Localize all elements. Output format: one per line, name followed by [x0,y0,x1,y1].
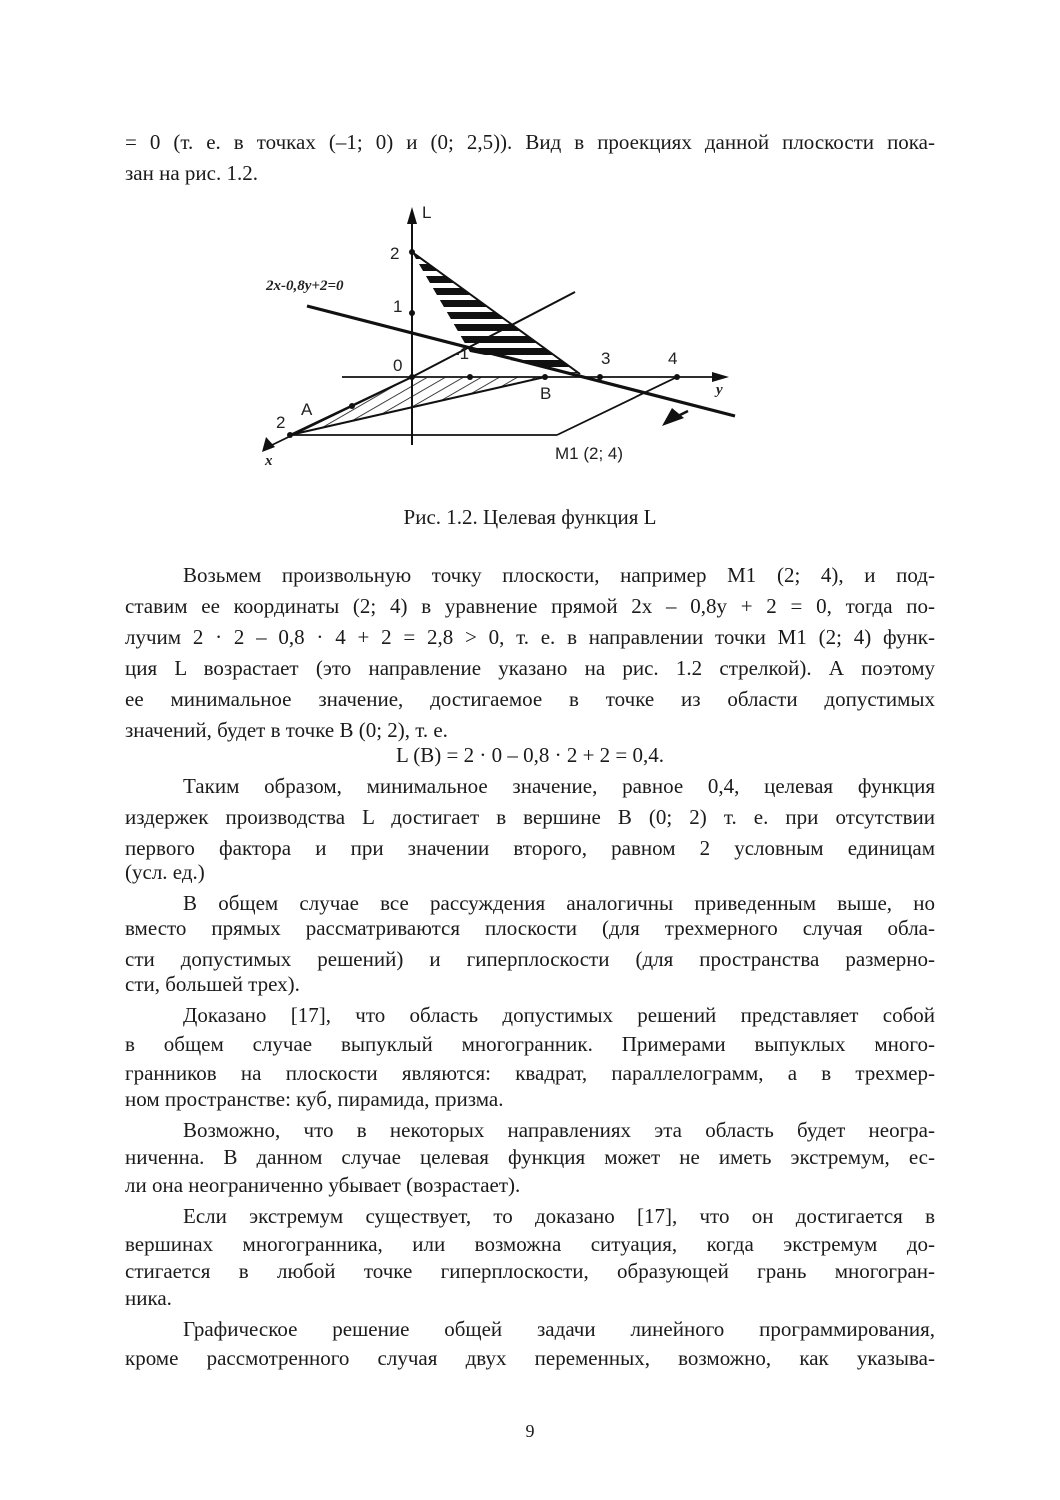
text-line: издержек производства L достигает в вершине B (0; 2) т. е. при отсутствии [125,805,935,829]
label-equation: 2x-0,8y+2=0 [266,278,344,294]
point-y-minus1 [467,374,473,380]
label-axis-l: L [422,203,432,222]
label-tick-3: 3 [601,349,611,368]
figure-1-2 [0,0,1060,500]
formula-line: L (B) = 2 · 0 – 0,8 · 2 + 2 = 0,4. [395,743,665,767]
point-L1 [409,310,415,316]
direction-arrow-head [662,408,684,426]
label-point-m1: M1 (2; 4) [555,444,624,463]
page-number: 9 [525,1421,535,1441]
label-tick-0: 0 [393,356,403,375]
text-line: вместо прямых рассматриваются плоскости (для трехмерного случая обла- [125,916,935,940]
label-tick-2-l: 2 [390,244,400,263]
label-tick-minus1: -1 [454,344,470,363]
text-line: лучим 2 · 2 – 0,8 · 4 + 2 = 2,8 > 0, т. е. в направлении точки M1 (2; 4) функ- [125,625,935,649]
axis-l-arrow [407,207,417,224]
label-axis-y: y [716,382,723,398]
text-line: сти, большей трех). [125,972,300,996]
text-line: Таким образом, минимальное значение, равное 0,4, целевая функция [183,774,935,798]
point-B [542,374,548,380]
text-line: гранников на плоскости являются: квадрат, параллелограмм, а в трехмер- [125,1061,935,1085]
point-origin [409,374,415,380]
text-line: ее минимальное значение, достигаемое в точке из области допустимых [125,687,935,711]
text-line: Доказано [17], что область допустимых решений представляет собой [183,1003,935,1027]
axis-y-arrow [712,372,729,382]
text-line: ставим ее координаты (2; 4) в уравнение прямой 2x – 0,8y + 2 = 0, тогда по- [125,594,935,618]
text-line: (усл. ед.) [125,860,205,884]
text-line: Если экстремум существует, то доказано [17], что он достигается в [183,1204,935,1228]
point-x2 [287,432,293,438]
text-line: значений, будет в точке B (0; 2), т. е. [125,718,448,742]
point-y4 [674,374,680,380]
text-line: Возьмем произвольную точку плоскости, например M1 (2; 4), и под- [183,563,935,587]
point-y3 [597,374,603,380]
text-line: ли она неограниченно убывает (возрастает). [125,1173,521,1197]
figure-caption: Рис. 1.2. Целевая функция L [403,505,657,529]
text-line: первого фактора и при значении второго, равном 2 условным единицам [125,836,935,860]
text-line: ция L возрастает (это направление указано на рис. 1.2 стрелкой). А поэтому [125,656,935,680]
text-line: вершинах многогранника, или возможна ситуация, когда экстремум до- [125,1232,935,1256]
point-L2 [409,249,415,255]
text-line: ниченна. В данном случае целевая функция может не иметь экстремум, ес- [125,1145,935,1169]
text-line: В общем случае все рассуждения аналогичны приведенным выше, но [183,891,935,915]
text-line: = 0 (т. е. в точках (–1; 0) и (0; 2,5)). Вид в проекциях данной плоскости пока- [125,130,935,154]
label-axis-x: x [265,453,273,469]
text-line: Возможно, что в некоторых направлениях эта область будет неогра- [183,1118,935,1142]
text-line: сти допустимых решений) и гиперплоскости (для пространства размерно- [125,947,935,971]
text-line: Графическое решение общей задачи линейного программирования, [183,1317,935,1341]
label-tick-4: 4 [668,349,678,368]
text-line: стигается в любой точке гиперплоскости, образующей грань многогран- [125,1259,935,1283]
text-line: кроме рассмотренного случая двух переменных, возможно, как указыва- [125,1346,935,1370]
label-tick-2-x: 2 [276,413,286,432]
text-line: ника. [125,1286,172,1310]
text-line: зан на рис. 1.2. [125,161,258,185]
label-tick-1-l: 1 [393,297,403,316]
point-A [349,403,355,409]
label-point-a: A [301,400,313,419]
text-line: ном пространстве: куб, пирамида, призма. [125,1087,504,1111]
text-line: в общем случае выпуклый многогранник. Примерами выпуклых много- [125,1032,935,1056]
label-point-b: B [540,384,552,403]
